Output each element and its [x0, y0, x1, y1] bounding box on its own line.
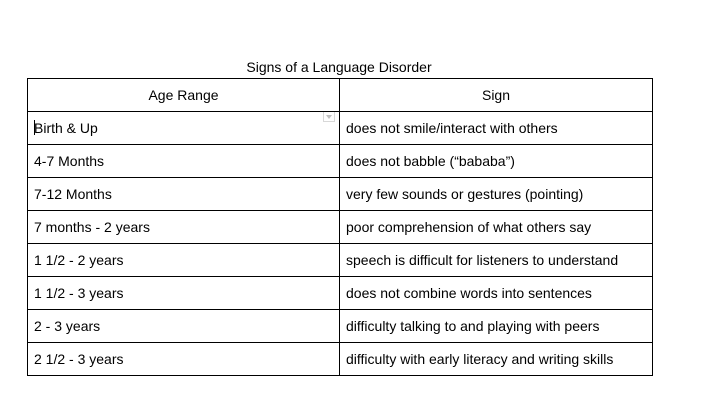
age-cell[interactable]: 1 1/2 - 2 years	[28, 244, 340, 277]
table-row	[28, 145, 653, 178]
header-sign[interactable]: Sign	[340, 79, 653, 112]
language-disorder-table	[27, 78, 653, 376]
sign-cell[interactable]: speech is difficult for listeners to understand	[340, 244, 653, 277]
sign-cell[interactable]: difficulty talking to and playing with peers	[340, 310, 653, 343]
sign-cell[interactable]: poor comprehension of what others say	[340, 211, 653, 244]
age-cell[interactable]: 1 1/2 - 3 years	[28, 277, 340, 310]
header-age-range[interactable]: Age Range	[28, 79, 340, 112]
table-row	[28, 178, 653, 211]
sign-cell[interactable]: does not smile/interact with others	[340, 112, 653, 145]
table-header-row	[28, 79, 653, 112]
age-cell[interactable]: 4-7 Months	[28, 145, 340, 178]
age-cell[interactable]	[28, 112, 340, 145]
age-cell[interactable]: 7 months - 2 years	[28, 211, 340, 244]
age-cell[interactable]: 7-12 Months	[28, 178, 340, 211]
sign-cell[interactable]: very few sounds or gestures (pointing)	[340, 178, 653, 211]
active-cell-content	[34, 120, 333, 136]
table-row	[28, 112, 653, 145]
chevron-down-icon[interactable]	[323, 112, 335, 123]
table-row	[28, 244, 653, 277]
sign-cell[interactable]: does not babble (“bababa”)	[340, 145, 653, 178]
table-row	[28, 211, 653, 244]
age-text: Birth & Up	[34, 120, 98, 136]
table-row	[28, 310, 653, 343]
table-title: Signs of a Language Disorder	[246, 59, 432, 75]
age-cell[interactable]: 2 1/2 - 3 years	[28, 343, 340, 376]
table-row	[28, 277, 653, 310]
sign-cell[interactable]: difficulty with early literacy and writing skills	[340, 343, 653, 376]
age-cell[interactable]: 2 - 3 years	[28, 310, 340, 343]
table-row	[28, 343, 653, 376]
sign-cell[interactable]: does not combine words into sentences	[340, 277, 653, 310]
